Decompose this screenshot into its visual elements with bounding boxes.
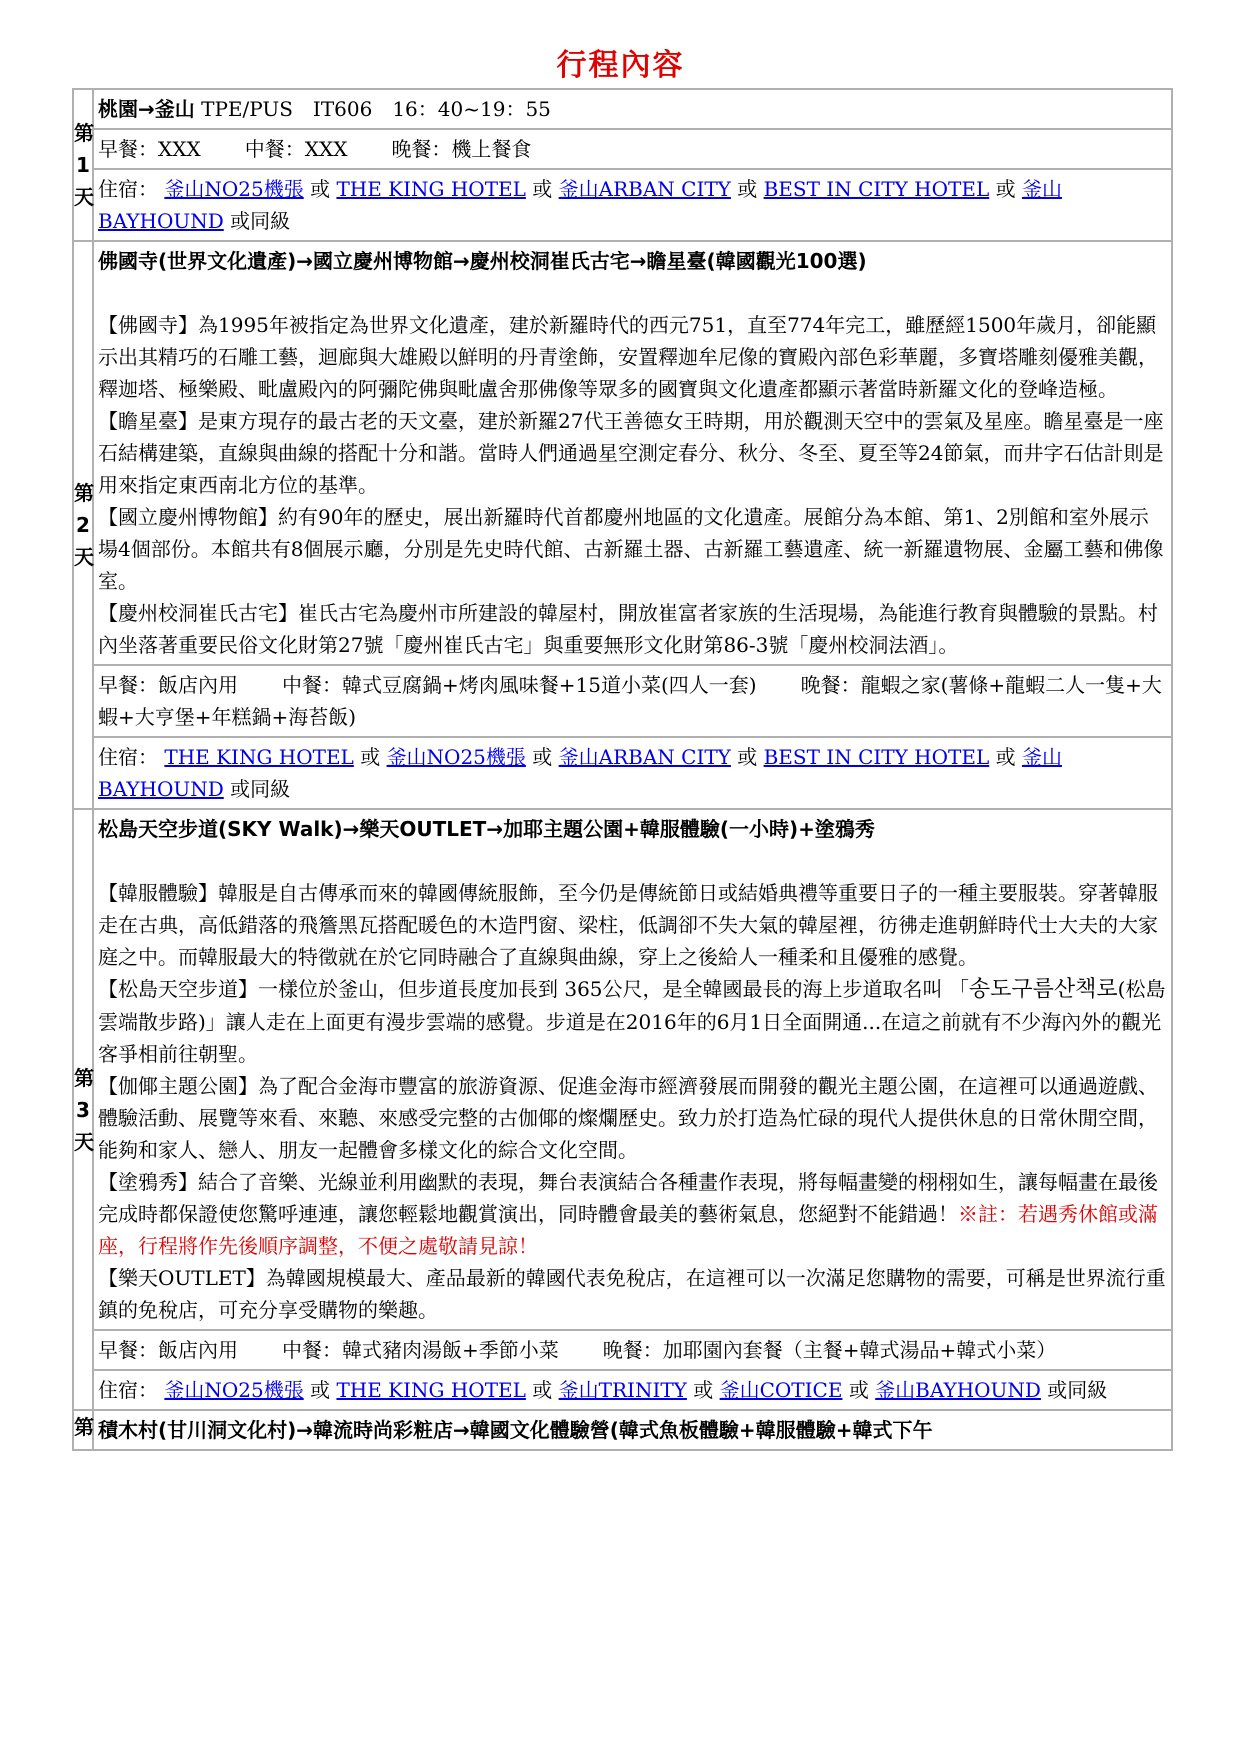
dinner: 晚餐：龍蝦之家(薯條+龍蝦二人一隻+大蝦+大亨堡+年糕鍋+海苔飯) [98, 673, 1162, 729]
hotel-link[interactable]: 釜山ARBAN CITY [558, 177, 731, 201]
day-1-route: 桃園→釜山 TPE/PUS IT606 16：40~19：55 [93, 89, 1172, 129]
day-3-content-row [73, 809, 1172, 1330]
day-2-label: 第 2 天 [73, 241, 93, 809]
hotel-link[interactable]: 釜山BAYHOUND [98, 177, 1062, 233]
dinner: 晚餐：機上餐食 [391, 137, 532, 161]
hotel-link[interactable]: THE KING HOTEL [336, 177, 526, 201]
hotel-link[interactable]: 釜山NO25機張 [164, 177, 304, 201]
hotel-link[interactable]: 釜山ARBAN CITY [558, 745, 731, 769]
breakfast: 早餐：飯店內用 [98, 673, 238, 697]
day-4-route-row [73, 1410, 1172, 1450]
hotel-link[interactable]: THE KING HOTEL [164, 745, 354, 769]
day-2-lodging: 住宿： THE KING HOTEL 或 釜山NO25機張 或 釜山ARBAN CITY 或 BEST IN CITY HOTEL 或 釜山BAYHOUND 或同級 [93, 737, 1172, 809]
page-title: 行程內容 [556, 48, 685, 83]
day-4-label: 第 [73, 1410, 93, 1450]
hotel-link[interactable]: 釜山BAYHOUND [98, 745, 1062, 801]
day-2-content-row [73, 241, 1172, 665]
skywalk-korean-name: 송도구름산책로 [968, 977, 1118, 1002]
lunch: 中餐：韓式豆腐鍋+烤肉風味餐+15道小菜(四人一套) [282, 673, 757, 697]
attraction-paragraph: 【國立慶州博物館】約有90年的歷史，展出新羅時代首都慶州地區的文化遺產。展館分為本館、第1、2別館和室外展示場4個部份。本館共有8個展示廳，分別是先史時代館、古新羅土器、古新羅工藝遺產、統一新羅遺物展、金屬工藝和佛像室。 [98, 505, 1164, 593]
hotel-link[interactable]: 釜山NO25機張 [164, 1378, 304, 1402]
day-3-lodging: 住宿： 釜山NO25機張 或 THE KING HOTEL 或 釜山TRINITY 或 釜山COTICE 或 釜山BAYHOUND 或同級 [93, 1370, 1172, 1410]
day-2-meals [93, 665, 1172, 737]
attraction-paragraph: 【伽倻主題公園】為了配合金海市豐富的旅游資源、促進金海市經濟發展而開發的觀光主題公園，在這裡可以通過遊戲、體驗活動、展覽等來看、來聽、來感受完整的古伽倻的燦爛歷史。致力於打造為忙碌的現代人提供休息的日常休閒空間，能夠和家人、戀人、朋友一起體會多樣文化的綜合文化空間。 [98, 1074, 1158, 1162]
breakfast: 早餐：XXX [98, 137, 201, 161]
day-2-meals-row [73, 665, 1172, 737]
day-2-content [93, 241, 1172, 665]
dinner: 晚餐：加耶園內套餐（主餐+韓式湯品+韓式小菜） [602, 1338, 1057, 1362]
itinerary-table [72, 88, 1173, 1451]
lunch: 中餐：XXX [244, 137, 348, 161]
day-3-route: 松島天空步道(SKY Walk)→樂天OUTLET→加耶主題公園+韓服體驗(一小時)+塗鴉秀 [98, 817, 875, 841]
day-1-meals [93, 129, 1172, 169]
day-1-lodging-row [73, 169, 1172, 241]
hotel-link[interactable]: THE KING HOTEL [336, 1378, 526, 1402]
day-4-route: 積木村(甘川洞文化村)→韓流時尚彩粧店→韓國文化體驗營(韓式魚板體驗+韓服體驗+韓式下午 [93, 1410, 1172, 1450]
attraction-paragraph: 【塗鴉秀】結合了音樂、光線並利用幽默的表現，舞台表演結合各種畫作表現，將每幅畫變的栩栩如生，讓每幅畫在最後完成時都保證使您驚呼連連，讓您輕鬆地觀賞演出，同時體會最美的藝術氣息，您絕對不能錯過！※註：若遇秀休館或滿座，行程將作先後順序調整，不便之處敬請見諒！ [98, 1170, 1158, 1258]
attraction-paragraph: 【瞻星臺】是東方現存的最古老的天文臺，建於新羅27代王善德女王時期，用於觀測天空中的雲氣及星座。瞻星臺是一座石結構建築，直線與曲線的搭配十分和諧。當時人們通過星空測定春分、秋分、冬至、夏至等24節氣，而井字石估計則是用來指定東西南北方位的基準。 [98, 409, 1164, 497]
hotel-link[interactable]: BEST IN CITY HOTEL [763, 745, 990, 769]
show-note: ※註：若遇秀休館或滿座，行程將作先後順序調整，不便之處敬請見諒！ [98, 1202, 1158, 1258]
day-1-label: 第 1 天 [73, 89, 93, 241]
day-3-lodging-row [73, 1370, 1172, 1410]
breakfast: 早餐：飯店內用 [98, 1338, 238, 1362]
day-3-content [93, 809, 1172, 1330]
day-1-lodging: 住宿： 釜山NO25機張 或 THE KING HOTEL 或 釜山ARBAN CITY 或 BEST IN CITY HOTEL 或 釜山BAYHOUND 或同級 [93, 169, 1172, 241]
day-3-meals [93, 1330, 1172, 1370]
attraction-paragraph: 【慶州校洞崔氏古宅】崔氏古宅為慶州市所建設的韓屋村，開放崔富者家族的生活現場，為能進行教育與體驗的景點。村內坐落著重要民俗文化財第27號「慶州崔氏古宅」與重要無形文化財第86-3號「慶州校洞法酒」。 [98, 601, 1158, 657]
lunch: 中餐：韓式豬肉湯飯+季節小菜 [282, 1338, 559, 1362]
hotel-link[interactable]: 釜山BAYHOUND [875, 1378, 1041, 1402]
day-3-meals-row [73, 1330, 1172, 1370]
day-1-route-row [73, 89, 1172, 129]
day-1-meals-row [73, 129, 1172, 169]
hotel-link[interactable]: 釜山COTICE [719, 1378, 843, 1402]
attraction-paragraph: 【樂天OUTLET】為韓國規模最大、產品最新的韓國代表免稅店，在這裡可以一次滿足您購物的需要，可稱是世界流行重鎮的免稅店，可充分享受購物的樂趣。 [98, 1266, 1166, 1322]
day-3-label: 第 3 天 [73, 809, 93, 1410]
attraction-paragraph: 【韓服體驗】韓服是自古傳承而來的韓國傳統服飾，至今仍是傳統節日或結婚典禮等重要日子的一種主要服裝。穿著韓服走在古典，高低錯落的飛簷黑瓦搭配暖色的木造門窗、梁柱，低調卻不失大氣的韓屋裡，彷彿走進朝鮮時代士大夫的大家庭之中。而韓服最大的特徵就在於它同時融合了直線與曲線，穿上之後給人一種柔和且優雅的感覺。 [98, 881, 1158, 969]
hotel-link[interactable]: BEST IN CITY HOTEL [763, 177, 990, 201]
day-2-route: 佛國寺(世界文化遺產)→國立慶州博物館→慶州校洞崔氏古宅→瞻星臺(韓國觀光100選) [98, 249, 867, 273]
day-2-lodging-row [73, 737, 1172, 809]
hotel-link[interactable]: 釜山NO25機張 [386, 745, 526, 769]
hotel-link[interactable]: 釜山TRINITY [558, 1378, 687, 1402]
attraction-paragraph: 【佛國寺】為1995年被指定為世界文化遺產，建於新羅時代的西元751，直至774年完工，雖歷經1500年歲月，卻能顯示出其精巧的石雕工藝，迴廊與大雄殿以鮮明的丹青塗飾，安置釋迦牟尼像的寶殿內部色彩華麗，多寶塔雕刻優雅美觀，釋迦塔、極樂殿、毗盧殿內的阿彌陀佛與毗盧舍那佛像等眾多的國寶與文化遺產都顯示著當時新羅文化的登峰造極。 [98, 313, 1158, 401]
attraction-paragraph: 【松島天空步道】一樣位於釜山，但步道長度加長到 365公尺，是全韓國最長的海上步道取名叫 「송도구름산책로(松島雲端散步路)」讓人走在上面更有漫步雲端的感覺。步道是在2016年的6月1日全面開通...在這之前就有不少海內外的觀光客爭相前往朝聖。 [98, 977, 1166, 1066]
